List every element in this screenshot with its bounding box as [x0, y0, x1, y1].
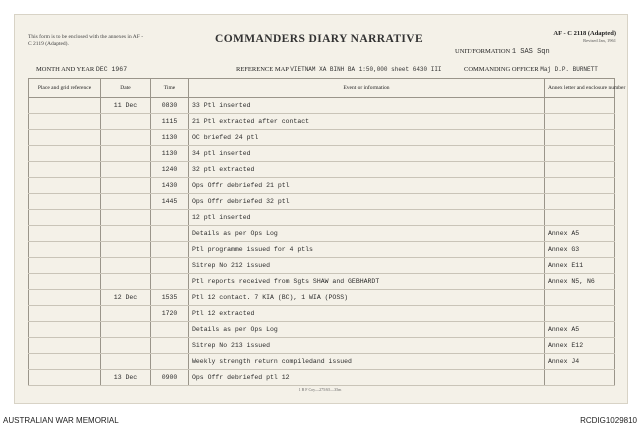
cell-annex: Annex N5, N6 — [545, 274, 615, 290]
cell-date — [101, 162, 151, 178]
cell-annex — [545, 178, 615, 194]
table-row — [29, 130, 615, 146]
cell-place — [29, 178, 101, 194]
cell-time: 1445 — [151, 194, 189, 210]
col-place: Place and grid reference — [29, 79, 101, 98]
cell-date — [101, 210, 151, 226]
form-number: AF - C 2118 (Adapted) — [553, 30, 616, 37]
cell-place — [29, 290, 101, 306]
unit-label: UNIT/FORMATION — [455, 48, 511, 55]
table-row — [29, 306, 615, 322]
cell-date: 12 Dec — [101, 290, 151, 306]
cell-place — [29, 354, 101, 370]
cell-event: Ptl reports received from Sgts SHAW and GEBHARDT — [189, 274, 545, 290]
cell-annex: Annex E12 — [545, 338, 615, 354]
cell-date — [101, 322, 151, 338]
commanding-officer — [464, 66, 598, 73]
cell-annex: Annex A5 — [545, 322, 615, 338]
cell-event: Weekly strength return compiledand issued — [189, 354, 545, 370]
cell-place — [29, 306, 101, 322]
credit-institution: AUSTRALIAN WAR MEMORIAL — [3, 416, 119, 425]
cell-event: Details as per Ops Log — [189, 226, 545, 242]
col-event: Event or information — [189, 79, 545, 98]
cell-date — [101, 130, 151, 146]
co-label: COMMANDING OFFICER — [464, 66, 539, 73]
cell-event: 12 ptl inserted — [189, 210, 545, 226]
col-date: Date — [101, 79, 151, 98]
cell-time: 1720 — [151, 306, 189, 322]
table-header — [29, 79, 615, 98]
cell-annex — [545, 210, 615, 226]
month-year — [36, 66, 127, 73]
cell-time: 0830 — [151, 98, 189, 114]
cell-event: Ptl 12 contact. 7 KIA (BC), 1 WIA (POSS) — [189, 290, 545, 306]
cell-date: 13 Dec — [101, 370, 151, 386]
cell-time — [151, 210, 189, 226]
page-title: COMMANDERS DIARY NARRATIVE — [215, 33, 424, 45]
table-row — [29, 194, 615, 210]
cell-time: 1130 — [151, 146, 189, 162]
cell-place — [29, 274, 101, 290]
cell-date — [101, 274, 151, 290]
cell-event: Ops Offr debriefed ptl 12 — [189, 370, 545, 386]
table-row — [29, 338, 615, 354]
cell-place — [29, 146, 101, 162]
cell-annex — [545, 130, 615, 146]
cell-annex: Annex G3 — [545, 242, 615, 258]
cell-time — [151, 226, 189, 242]
cell-annex — [545, 146, 615, 162]
cell-time: 0900 — [151, 370, 189, 386]
revised-date: Revised Jan, 1961 — [583, 38, 616, 43]
table-row — [29, 290, 615, 306]
table-row — [29, 146, 615, 162]
table-row — [29, 210, 615, 226]
cell-date — [101, 354, 151, 370]
cell-event: Ptl 12 extracted — [189, 306, 545, 322]
cell-annex — [545, 162, 615, 178]
cell-place — [29, 370, 101, 386]
cell-time: 1130 — [151, 130, 189, 146]
cell-date — [101, 338, 151, 354]
cell-time: 1240 — [151, 162, 189, 178]
cell-date: 11 Dec — [101, 98, 151, 114]
cell-time — [151, 274, 189, 290]
cell-event: Sitrep No 213 issued — [189, 338, 545, 354]
cell-event: Ptl programme issued for 4 ptls — [189, 242, 545, 258]
table-row — [29, 114, 615, 130]
cell-event: Details as per Ops Log — [189, 322, 545, 338]
cell-place — [29, 322, 101, 338]
cell-event: 33 Ptl inserted — [189, 98, 545, 114]
cell-event: 21 Ptl extracted after contact — [189, 114, 545, 130]
cell-place — [29, 162, 101, 178]
cell-annex — [545, 290, 615, 306]
cell-time: 1430 — [151, 178, 189, 194]
month-value: DEC 1967 — [95, 66, 128, 73]
table-row — [29, 242, 615, 258]
reference-map — [236, 66, 442, 73]
cell-date — [101, 178, 151, 194]
cell-time — [151, 338, 189, 354]
cell-annex: Annex E11 — [545, 258, 615, 274]
cell-date — [101, 242, 151, 258]
cell-event: Ops Offr debriefed 32 ptl — [189, 194, 545, 210]
cell-date — [101, 146, 151, 162]
table-row — [29, 226, 615, 242]
table-row — [29, 178, 615, 194]
cell-annex: Annex J4 — [545, 354, 615, 370]
ref-value: VIETNAM XA BINH BA 1:50,000 sheet 6430 III — [290, 66, 442, 73]
cell-annex — [545, 194, 615, 210]
cell-annex — [545, 114, 615, 130]
table-row — [29, 370, 615, 386]
col-time: Time — [151, 79, 189, 98]
cell-date — [101, 258, 151, 274]
cell-time: 1115 — [151, 114, 189, 130]
cell-date — [101, 306, 151, 322]
cell-place — [29, 210, 101, 226]
table-row — [29, 258, 615, 274]
cell-annex — [545, 370, 615, 386]
table-row — [29, 274, 615, 290]
diary-table — [28, 78, 626, 386]
cell-time: 1535 — [151, 290, 189, 306]
cell-place — [29, 258, 101, 274]
col-annex: Annex letter and enclosure number — [545, 79, 615, 98]
credit-id: RCDIG1029810 — [580, 416, 637, 425]
cell-place — [29, 338, 101, 354]
table-row — [29, 98, 615, 114]
cell-place — [29, 226, 101, 242]
month-label: MONTH AND YEAR — [36, 66, 95, 73]
unit-value: 1 SAS Sqn — [511, 48, 550, 56]
cell-date — [101, 226, 151, 242]
cell-event: OC briefed 24 ptl — [189, 130, 545, 146]
unit-formation — [455, 48, 550, 56]
enclosure-note: This form is to be enclosed with the annexes in AF - C 2119 (Adapted). — [28, 34, 144, 47]
cell-time — [151, 258, 189, 274]
cell-place — [29, 194, 101, 210]
cell-time — [151, 242, 189, 258]
ref-label: REFERENCE MAP — [236, 66, 289, 73]
cell-annex — [545, 98, 615, 114]
table-row — [29, 322, 615, 338]
table-row — [29, 354, 615, 370]
cell-date — [101, 194, 151, 210]
table-row — [29, 162, 615, 178]
co-value: Maj D.P. BURNETT — [540, 66, 598, 73]
cell-time — [151, 322, 189, 338]
cell-event: 32 ptl extracted — [189, 162, 545, 178]
cell-event: Sitrep No 212 issued — [189, 258, 545, 274]
cell-place — [29, 114, 101, 130]
cell-place — [29, 130, 101, 146]
cell-time — [151, 354, 189, 370]
cell-annex — [545, 306, 615, 322]
cell-place — [29, 98, 101, 114]
cell-place — [29, 242, 101, 258]
cell-annex: Annex A5 — [545, 226, 615, 242]
print-code: 1 B F Coy—275/65—35m — [298, 387, 342, 392]
cell-event: 34 ptl inserted — [189, 146, 545, 162]
cell-event: Ops Offr debriefed 21 ptl — [189, 178, 545, 194]
cell-date — [101, 114, 151, 130]
